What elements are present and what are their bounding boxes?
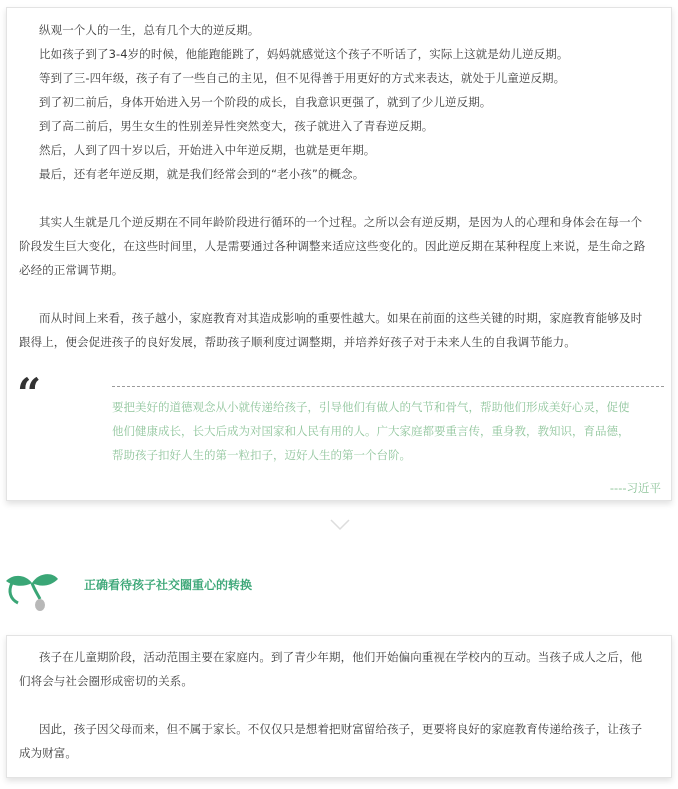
quote-author: ----习近平 (609, 481, 661, 495)
paragraph-line: 成为财富。 (19, 746, 77, 760)
section-title: 正确看待孩子社交圈重心的转换 (84, 578, 253, 592)
paragraph-line: 阶段发生巨大变化，在这些时间里，人是需要通过各种调整来适应这些变化的。因此逆反期在某种程度上来说，是生命之路 (19, 239, 646, 253)
intro-line: 到了高二前后，男生女生的性别差异性突然变大，孩子就进入了青春逆反期。 (39, 119, 434, 133)
paragraph-line: 必经的正常调节期。 (19, 263, 124, 277)
chevron-down-icon (330, 519, 350, 531)
intro-line: 最后，还有老年逆反期，就是我们经常会到的“老小孩”的概念。 (39, 167, 365, 181)
paragraph-line: 其实人生就是几个逆反期在不同年龄阶段进行循环的一个过程。之所以会有逆反期，是因为人的心理和身体会在每一个 (39, 215, 643, 229)
intro-line: 等到了三-四年级，孩子有了一些自己的主见，但不见得善于用更好的方式来表达，就处于儿童逆反期。 (39, 71, 566, 85)
quote-divider (112, 386, 664, 387)
quote-line: 他们健康成长，长大后成为对国家和人民有用的人。广大家庭都要重言传，重身教，教知识，育品德， (112, 424, 630, 438)
intro-line: 到了初二前后，身体开始进入另一个阶段的成长，自我意识更强了，就到了少儿逆反期。 (39, 95, 492, 109)
intro-line: 纵观一个人的一生，总有几个大的逆反期。 (39, 23, 260, 37)
quote-mark-icon: “ (17, 369, 42, 418)
paragraph-line: 们将会与社会圈形成密切的关系。 (19, 674, 193, 688)
paragraph-line: 而从时间上来看，孩子越小，家庭教育对其造成影响的重要性越大。如果在前面的这些关键的时期，家庭教育能够及时 (39, 311, 643, 325)
intro-line: 然后，人到了四十岁以后，开始进入中年逆反期，也就是更年期。 (39, 143, 376, 157)
leaf-sprout-icon (4, 569, 60, 613)
paragraph-line: 因此，孩子因父母而来，但不属于家长。不仅仅只是想着把财富留给孩子，更要将良好的家庭教育传递给孩子，让孩子 (39, 722, 643, 736)
article-card-2 (6, 635, 672, 778)
paragraph-line: 跟得上，便会促进孩子的良好发展，帮助孩子顺利度过调整期，并培养好孩子对于未来人生的自我调节能力。 (19, 335, 576, 349)
intro-line: 比如孩子到了3-4岁的时候，他能跑能跳了，妈妈就感觉这个孩子不听话了，实际上这就是幼儿逆反期。 (39, 47, 569, 61)
quote-line: 帮助孩子扣好人生的第一粒扣子，迈好人生的第一个台阶。 (112, 448, 411, 462)
article-card-1 (6, 7, 672, 501)
quote-line: 要把美好的道德观念从小就传递给孩子，引导他们有做人的气节和骨气，帮助他们形成美好心灵，促使 (112, 400, 630, 414)
paragraph-line: 孩子在儿童期阶段，活动范围主要在家庭内。到了青少年期，他们开始偏向重视在学校内的互动。当孩子成人之后，他 (39, 650, 643, 664)
